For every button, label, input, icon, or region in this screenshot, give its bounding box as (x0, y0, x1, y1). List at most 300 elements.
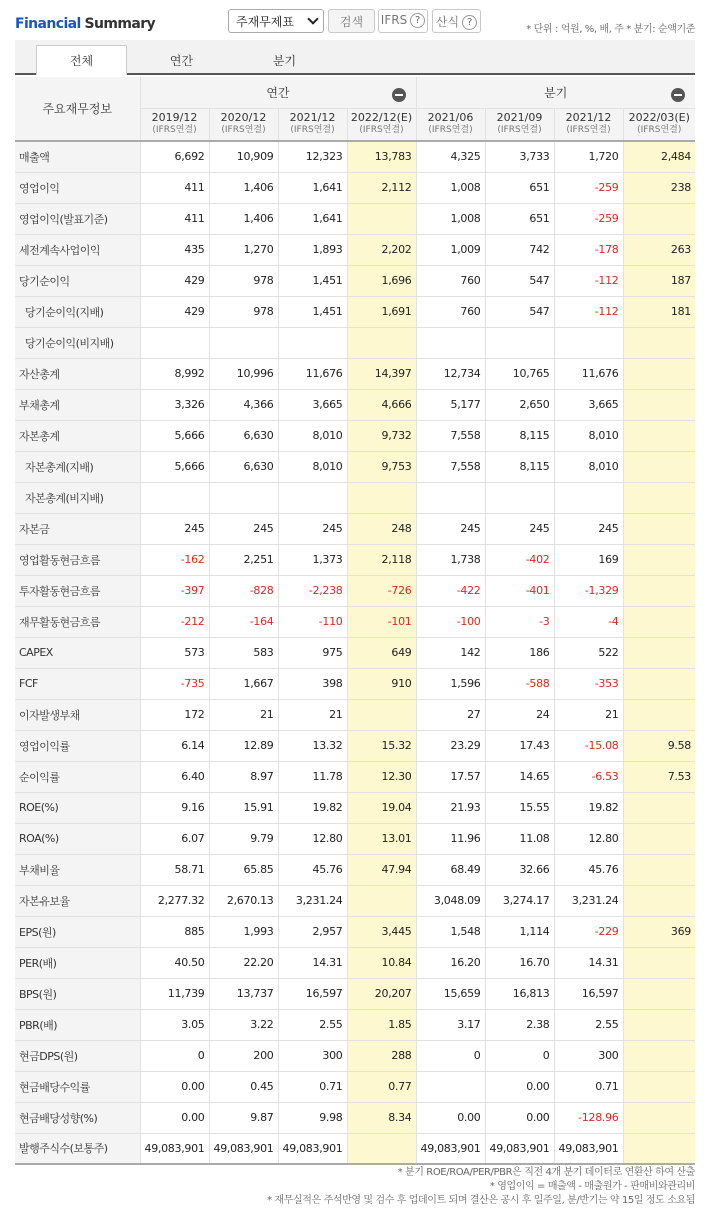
row-label: 영업이익(발표기준) (15, 203, 140, 234)
table-cell: 0.00 (485, 1071, 554, 1102)
annual-group-header (140, 77, 416, 108)
tab-quarterly[interactable]: 분기 (272, 54, 297, 68)
table-cell: 16,597 (554, 978, 623, 1009)
table-cell (623, 1102, 695, 1133)
period-date: 2021/06 (427, 111, 474, 125)
table-cell: 3,231.24 (278, 885, 347, 916)
table-cell: -164 (209, 606, 278, 637)
table-cell (623, 513, 695, 544)
quarter-group-header (416, 77, 695, 108)
table-cell: 8,010 (278, 420, 347, 451)
table-cell: 15.55 (485, 792, 554, 823)
table-cell: 6,630 (209, 420, 278, 451)
table-cell: 245 (140, 513, 209, 544)
period-tabs (15, 40, 695, 75)
table-cell: 11.96 (416, 823, 485, 854)
row-label: 부채비율 (15, 854, 140, 885)
table-cell: 0 (416, 1040, 485, 1071)
table-cell: 45.76 (554, 854, 623, 885)
table-row (15, 668, 695, 699)
table-cell: 8,115 (485, 451, 554, 482)
table-cell: 1,641 (278, 172, 347, 203)
row-label: 자본총계(비지배) (15, 482, 140, 513)
table-cell (623, 389, 695, 420)
table-cell: 547 (485, 265, 554, 296)
table-cell: 300 (554, 1040, 623, 1071)
table-cell: -128.96 (554, 1102, 623, 1133)
table-row (15, 1102, 695, 1133)
table-cell (623, 668, 695, 699)
statement-type-value: 주재무제표 (236, 15, 294, 29)
table-cell (623, 420, 695, 451)
table-cell (623, 1009, 695, 1040)
table-cell: -101 (347, 606, 416, 637)
row-label: 현금배당성향(%) (15, 1102, 140, 1133)
unit-note: * 단위 : 억원, %, 배, 주 * 분기: 순액기준 (526, 24, 695, 35)
table-cell (485, 482, 554, 513)
period-header (554, 108, 623, 141)
table-cell: 9,732 (347, 420, 416, 451)
table-cell: 522 (554, 637, 623, 668)
row-label: 영업활동현금흐름 (15, 544, 140, 575)
table-cell: -1,329 (554, 575, 623, 606)
table-row (15, 172, 695, 203)
table-cell: 11.78 (278, 761, 347, 792)
row-label: 현금배당수익률 (15, 1071, 140, 1102)
period-header (416, 108, 485, 141)
table-cell: 12.80 (554, 823, 623, 854)
table-row (15, 699, 695, 730)
table-cell: 40.50 (140, 947, 209, 978)
table-cell: 0.00 (140, 1071, 209, 1102)
period-standard: (IFRS연결) (221, 125, 266, 136)
table-cell: 16,597 (278, 978, 347, 1009)
table-cell: 12.80 (278, 823, 347, 854)
table-cell: 19.04 (347, 792, 416, 823)
row-label: 자본총계(지배) (15, 451, 140, 482)
period-standard: (IFRS연결) (566, 125, 611, 136)
row-label: 당기순이익(비지배) (15, 327, 140, 358)
table-cell: 8,010 (278, 451, 347, 482)
table-cell: 1,451 (278, 265, 347, 296)
footnote: * 재무실적은 주석반영 및 검수 후 업데이트 되며 결산은 공시 후 일주일, 분/반기는 약 15일 정도 소요됨 (267, 1195, 695, 1206)
table-cell: -212 (140, 606, 209, 637)
table-cell: 11,739 (140, 978, 209, 1009)
table-cell: 22.20 (209, 947, 278, 978)
table-cell (140, 482, 209, 513)
table-cell: 181 (623, 296, 695, 327)
table-cell: 11,676 (554, 358, 623, 389)
tab-all[interactable]: 전체 (36, 45, 127, 75)
table-cell: 13.32 (278, 730, 347, 761)
table-cell: 13,783 (347, 141, 416, 172)
row-label: 재무활동현금흐름 (15, 606, 140, 637)
table-cell: 910 (347, 668, 416, 699)
table-cell: 21.93 (416, 792, 485, 823)
table-cell: 2,112 (347, 172, 416, 203)
table-cell: 0.00 (485, 1102, 554, 1133)
search-button-label: 검색 (339, 15, 364, 29)
table-cell: 245 (416, 513, 485, 544)
table-cell: 187 (623, 265, 695, 296)
table-cell: 1,009 (416, 234, 485, 265)
table-cell (623, 1040, 695, 1071)
table-cell (623, 823, 695, 854)
row-label: 발행주식수(보통주) (15, 1133, 140, 1164)
table-cell: 7,558 (416, 420, 485, 451)
row-label: 영업이익률 (15, 730, 140, 761)
tab-annual[interactable]: 연간 (169, 54, 194, 68)
table-cell: 1,373 (278, 544, 347, 575)
table-cell: 200 (209, 1040, 278, 1071)
table-cell: 169 (554, 544, 623, 575)
table-cell: 58.71 (140, 854, 209, 885)
table-cell: -402 (485, 544, 554, 575)
table-cell: 0.71 (278, 1071, 347, 1102)
table-row (15, 327, 695, 358)
table-cell: 245 (485, 513, 554, 544)
table-cell: 6,692 (140, 141, 209, 172)
table-cell (623, 451, 695, 482)
table-cell: 8,115 (485, 420, 554, 451)
table-cell (623, 885, 695, 916)
table-cell: -726 (347, 575, 416, 606)
table-cell: 1.85 (347, 1009, 416, 1040)
table-cell: 13.01 (347, 823, 416, 854)
table-cell: 6.40 (140, 761, 209, 792)
table-cell: 1,720 (554, 141, 623, 172)
table-cell: 3.05 (140, 1009, 209, 1040)
table-cell: 24 (485, 699, 554, 730)
period-date: 2020/12 (220, 111, 267, 125)
table-cell: 3,231.24 (554, 885, 623, 916)
table-cell: 1,114 (485, 916, 554, 947)
row-label: 매출액 (15, 141, 140, 172)
table-cell: 9.87 (209, 1102, 278, 1133)
table-cell (623, 699, 695, 730)
table-cell: 8,010 (554, 420, 623, 451)
row-label: 영업이익 (15, 172, 140, 203)
table-cell: 573 (140, 637, 209, 668)
table-cell: 172 (140, 699, 209, 730)
statement-type-select[interactable] (228, 9, 324, 33)
table-cell (623, 637, 695, 668)
table-cell: -422 (416, 575, 485, 606)
table-cell: 245 (554, 513, 623, 544)
table-cell: 49,083,901 (416, 1133, 485, 1164)
table-cell: 2,202 (347, 234, 416, 265)
table-cell: 248 (347, 513, 416, 544)
financial-summary-table (15, 77, 695, 1165)
table-cell: -112 (554, 296, 623, 327)
table-cell: 0.00 (140, 1102, 209, 1133)
table-cell (623, 947, 695, 978)
table-cell: 142 (416, 637, 485, 668)
table-cell (554, 327, 623, 358)
table-cell: 2.55 (554, 1009, 623, 1040)
row-label: 부채총계 (15, 389, 140, 420)
table-cell: 978 (209, 296, 278, 327)
row-label: EPS(원) (15, 916, 140, 947)
table-row (15, 141, 695, 172)
table-cell: 1,696 (347, 265, 416, 296)
table-cell: -828 (209, 575, 278, 606)
row-label: ROA(%) (15, 823, 140, 854)
table-row (15, 296, 695, 327)
table-row (15, 885, 695, 916)
table-cell (347, 482, 416, 513)
table-cell (623, 792, 695, 823)
table-row (15, 513, 695, 544)
period-date: 2021/09 (496, 111, 543, 125)
table-row (15, 606, 695, 637)
table-cell (623, 544, 695, 575)
search-button[interactable] (328, 9, 375, 33)
table-cell (416, 482, 485, 513)
table-cell: 760 (416, 296, 485, 327)
table-cell: 15.91 (209, 792, 278, 823)
table-cell (347, 699, 416, 730)
table-cell: 651 (485, 203, 554, 234)
table-cell: 3,048.09 (416, 885, 485, 916)
table-cell: 429 (140, 296, 209, 327)
row-label: ROE(%) (15, 792, 140, 823)
period-header (347, 108, 416, 141)
quarter-group-label: 분기 (544, 85, 568, 100)
table-cell: 238 (623, 172, 695, 203)
table-cell: 411 (140, 172, 209, 203)
table-cell: -735 (140, 668, 209, 699)
table-cell: 21 (554, 699, 623, 730)
row-label: 자본유보율 (15, 885, 140, 916)
table-cell: 10.84 (347, 947, 416, 978)
collapse-annual-icon[interactable] (392, 88, 406, 102)
table-row (15, 792, 695, 823)
table-cell: 14.65 (485, 761, 554, 792)
table-cell: 2,118 (347, 544, 416, 575)
table-cell: -110 (278, 606, 347, 637)
footnote: * 영업이익 = 매출액 - 매출원가 - 판매비와관리비 (489, 1181, 695, 1192)
table-cell: 2,670.13 (209, 885, 278, 916)
table-cell: 68.49 (416, 854, 485, 885)
table-cell: 649 (347, 637, 416, 668)
table-cell: 1,691 (347, 296, 416, 327)
period-date: 2021/12 (565, 111, 612, 125)
table-cell: 8,010 (554, 451, 623, 482)
table-cell (278, 482, 347, 513)
table-cell: 1,738 (416, 544, 485, 575)
table-cell: 3,665 (554, 389, 623, 420)
table-cell (623, 575, 695, 606)
table-cell: -3 (485, 606, 554, 637)
row-label: PBR(배) (15, 1009, 140, 1040)
table-cell (623, 1071, 695, 1102)
table-cell: 186 (485, 637, 554, 668)
table-cell: -6.53 (554, 761, 623, 792)
table-cell: 14,397 (347, 358, 416, 389)
table-cell: 2.55 (278, 1009, 347, 1040)
table-cell: 45.76 (278, 854, 347, 885)
period-standard: (IFRS연결) (152, 125, 197, 136)
row-label: 순이익률 (15, 761, 140, 792)
table-cell (347, 203, 416, 234)
chevron-down-icon (307, 13, 318, 24)
table-cell: 10,765 (485, 358, 554, 389)
table-cell: 9.79 (209, 823, 278, 854)
table-cell: 1,451 (278, 296, 347, 327)
table-cell: 47.94 (347, 854, 416, 885)
table-row (15, 1040, 695, 1071)
table-cell: -229 (554, 916, 623, 947)
table-cell: 263 (623, 234, 695, 265)
table-row (15, 947, 695, 978)
table-row (15, 358, 695, 389)
page-title (15, 16, 155, 32)
table-cell: 4,325 (416, 141, 485, 172)
table-cell (554, 482, 623, 513)
table-row (15, 234, 695, 265)
table-cell: -112 (554, 265, 623, 296)
period-header (209, 108, 278, 141)
table-cell: -259 (554, 172, 623, 203)
table-cell: 12,323 (278, 141, 347, 172)
table-cell: 23.29 (416, 730, 485, 761)
table-cell: 429 (140, 265, 209, 296)
period-header (623, 108, 695, 141)
table-cell: 21 (278, 699, 347, 730)
table-cell: 2,957 (278, 916, 347, 947)
table-row (15, 203, 695, 234)
table-row (15, 482, 695, 513)
page-title-financial: Financial (15, 16, 81, 32)
table-row (15, 1071, 695, 1102)
help-icon: ? (410, 13, 425, 28)
table-cell: 0.00 (416, 1102, 485, 1133)
table-cell: 14.31 (554, 947, 623, 978)
table-cell: 1,596 (416, 668, 485, 699)
table-row (15, 451, 695, 482)
table-cell: 3.17 (416, 1009, 485, 1040)
table-cell: 1,667 (209, 668, 278, 699)
table-cell: 10,909 (209, 141, 278, 172)
table-cell: 5,666 (140, 420, 209, 451)
table-body (15, 141, 695, 1164)
table-cell: 1,008 (416, 203, 485, 234)
table-cell: 6,630 (209, 451, 278, 482)
ifrs-button-label: IFRS (380, 13, 408, 27)
table-cell: 1,548 (416, 916, 485, 947)
table-cell: 65.85 (209, 854, 278, 885)
table-cell: -259 (554, 203, 623, 234)
table-cell: 2,251 (209, 544, 278, 575)
table-row (15, 761, 695, 792)
table-cell (347, 327, 416, 358)
row-label: CAPEX (15, 637, 140, 668)
table-cell: -100 (416, 606, 485, 637)
table-cell (347, 885, 416, 916)
collapse-quarter-icon[interactable] (671, 88, 685, 102)
table-cell: 49,083,901 (554, 1133, 623, 1164)
table-cell: 9,753 (347, 451, 416, 482)
row-label: 자산총계 (15, 358, 140, 389)
table-row (15, 730, 695, 761)
table-cell: 49,083,901 (278, 1133, 347, 1164)
table-cell: -4 (554, 606, 623, 637)
table-cell: 2.38 (485, 1009, 554, 1040)
formula-help-button[interactable] (432, 9, 481, 33)
row-label: BPS(원) (15, 978, 140, 1009)
table-cell: 3,274.17 (485, 885, 554, 916)
table-cell: 12.30 (347, 761, 416, 792)
corner-header: 주요재무정보 (15, 77, 140, 141)
table-cell (209, 482, 278, 513)
table-cell: 0 (485, 1040, 554, 1071)
table-cell: 2,484 (623, 141, 695, 172)
table-cell (209, 327, 278, 358)
formula-button-label: 산식 (435, 15, 460, 29)
table-cell: 411 (140, 203, 209, 234)
table-cell: 4,666 (347, 389, 416, 420)
table-cell: -15.08 (554, 730, 623, 761)
table-cell: 49,083,901 (140, 1133, 209, 1164)
table-cell: 49,083,901 (209, 1133, 278, 1164)
table-cell: 20,207 (347, 978, 416, 1009)
table-cell: 6.07 (140, 823, 209, 854)
table-cell: 435 (140, 234, 209, 265)
table-row (15, 544, 695, 575)
table-cell: 4,366 (209, 389, 278, 420)
table-cell: 245 (278, 513, 347, 544)
table-cell: 0.71 (554, 1071, 623, 1102)
period-standard: (IFRS연결) (497, 125, 542, 136)
table-cell: 3,445 (347, 916, 416, 947)
table-cell: 547 (485, 296, 554, 327)
period-standard: (IFRS연결) (359, 125, 404, 136)
table-cell: 6.14 (140, 730, 209, 761)
table-cell: 8.34 (347, 1102, 416, 1133)
table-cell: 245 (209, 513, 278, 544)
table-cell: 288 (347, 1040, 416, 1071)
row-label: 이자발생부채 (15, 699, 140, 730)
table-cell: 975 (278, 637, 347, 668)
table-cell: 8,992 (140, 358, 209, 389)
table-cell: 8.97 (209, 761, 278, 792)
table-cell: 583 (209, 637, 278, 668)
ifrs-help-button[interactable] (378, 9, 428, 33)
table-cell: 19.82 (278, 792, 347, 823)
table-cell: 12.89 (209, 730, 278, 761)
table-cell: 1,270 (209, 234, 278, 265)
table-cell (278, 327, 347, 358)
period-date: 2022/12(E) (350, 111, 413, 125)
table-cell: 11.08 (485, 823, 554, 854)
table-cell: 1,993 (209, 916, 278, 947)
table-cell: 14.31 (278, 947, 347, 978)
table-cell: 5,177 (416, 389, 485, 420)
table-cell: 9.98 (278, 1102, 347, 1133)
table-cell (416, 1071, 485, 1102)
table-cell: 17.43 (485, 730, 554, 761)
table-cell: 3.22 (209, 1009, 278, 1040)
table-cell: -162 (140, 544, 209, 575)
table-cell: 1,641 (278, 203, 347, 234)
table-row (15, 823, 695, 854)
footnotes (267, 1166, 695, 1208)
period-header (485, 108, 554, 141)
table-row (15, 916, 695, 947)
table-cell: 27 (416, 699, 485, 730)
table-cell: -353 (554, 668, 623, 699)
